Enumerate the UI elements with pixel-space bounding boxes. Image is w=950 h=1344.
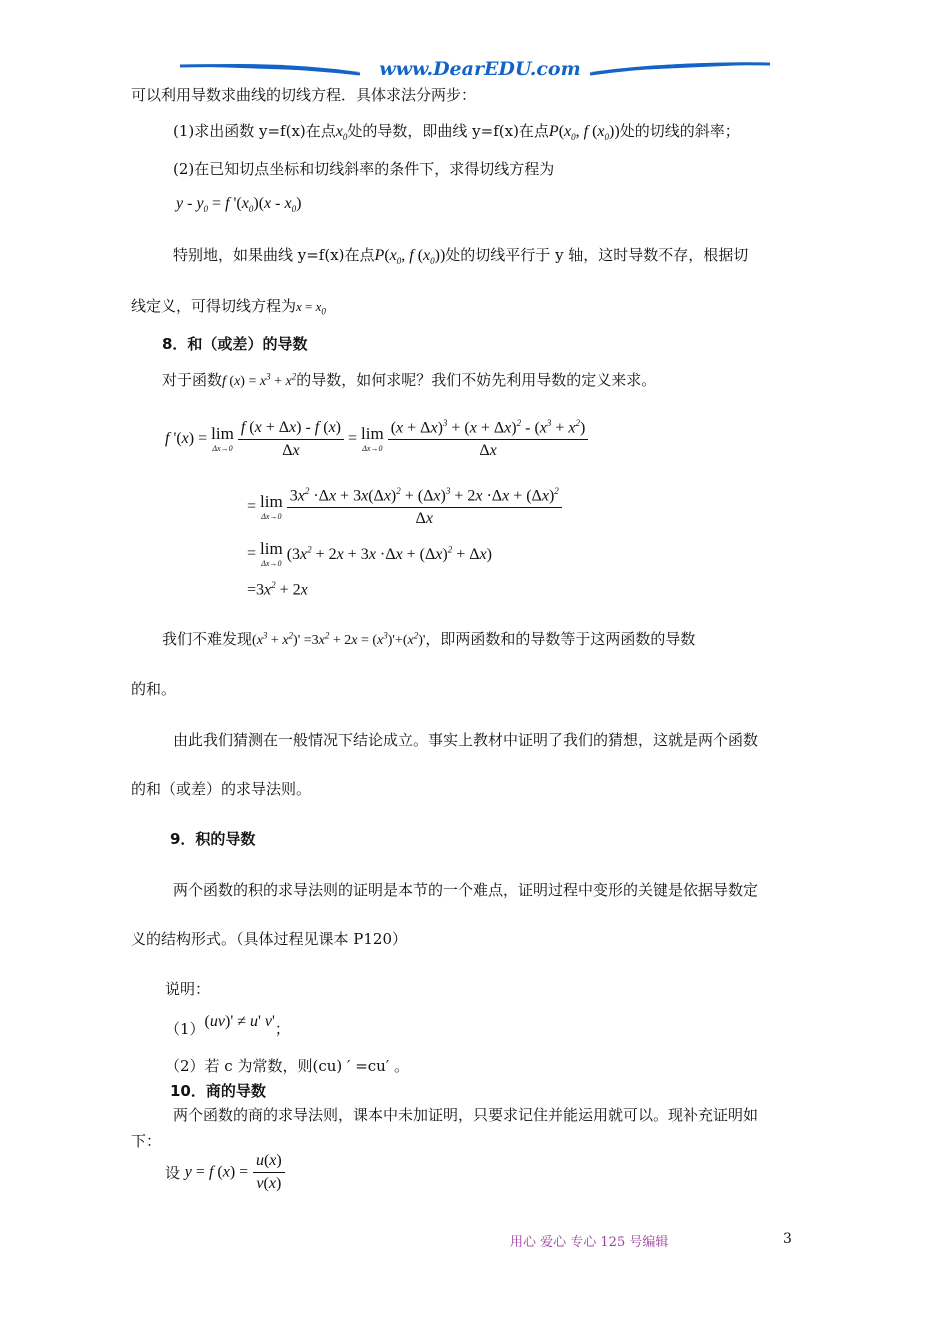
site-logo-text[interactable]: www.DearEDU.com — [379, 58, 581, 80]
note-label: 说明： — [165, 980, 211, 998]
math-sum-rule-identity: $(x^3 + x^2)' =3x^2 + 2x = (x^3)'+(x^2)'$ — [252, 630, 426, 648]
step-2: (2)在已知切点坐标和切线斜率的条件下，求得切线方程为 — [173, 160, 555, 178]
step-1-text-a: (1)求出函数 y=f(x)在点 — [173, 122, 336, 140]
formula-tangent-line: $y - y_0 = f$ '$(x_0)(x - x_0)$ — [176, 195, 302, 215]
section-heading-product-derivative: 9．积的导数 — [170, 830, 256, 848]
math-fx-cubic: f $(x) = x^3 + x^2$ — [222, 371, 297, 389]
special-case-text-b: 处的切线平行于 y 轴，这时导数不存，根据切 — [445, 246, 749, 264]
section-heading-sum-derivative: 8．和（或差）的导数 — [162, 335, 308, 353]
math-point-p: $P(x_0$, f $(x_0)$) — [548, 123, 620, 143]
paragraph-sum-observation-cont: 的和。 — [131, 680, 177, 698]
limit-operator: lim Δx→0 — [260, 539, 283, 568]
step-1-text-b: 处的导数，即曲线 y=f(x)在点 — [347, 122, 549, 140]
fraction-definition: $\frac{f (x + \Delta x) - f (x)}{\Delta x}$ — [238, 419, 344, 460]
tangent-definition-text: 线定义，可得切线方程为 — [131, 297, 297, 315]
paragraph-conjecture-cont: 的和（或差）的求导法则。 — [131, 780, 312, 798]
note-item-1-prefix: （1） — [165, 1020, 205, 1038]
limit-operator: lim Δx→0 — [361, 424, 384, 454]
paragraph-tangent-intro: 可以利用导数求曲线的切线方程．具体求法分两步： — [131, 86, 477, 104]
sum-observation-text-b: ，即两函数和的导数等于这两函数的导数 — [425, 630, 696, 648]
math-point-p-2: $P(x_0$, f $(x_0)$) — [374, 247, 446, 267]
paragraph-special-case — [173, 244, 748, 266]
fraction-expanded: $\frac{(x + \Delta x)^3 + (x + \Delta x)^2 - (x^3 + x^2)}{\Delta x}$ — [388, 418, 589, 460]
paragraph-tangent-definition — [131, 295, 326, 317]
special-case-text-a: 特别地，如果曲线 y=f(x)在点 — [173, 246, 375, 264]
derivation-line-3: = lim Δx→0 $(3x^2 + 2x + 3x \cdot\Delta x + (\Delta x)^2 + \Delta x)$ — [247, 539, 492, 568]
paragraph-product-rule: 两个函数的积的求导法则的证明是本节的一个难点，证明过程中变形的关键是依据导数定 — [173, 881, 759, 899]
paragraph-sum-example — [162, 369, 656, 390]
derivation-line-4: $=3x^2 + 2x$ — [247, 580, 308, 599]
step-1 — [173, 120, 740, 142]
step-1-text-c: 处的切线的斜率； — [619, 122, 740, 140]
section-heading-quotient-derivative: 10．商的导数 — [170, 1082, 266, 1100]
math-product-inequality: (uv)' ≠ u' v' — [204, 1013, 275, 1030]
math-x0: $x_0$ — [335, 123, 348, 143]
paragraph-product-rule-cont: 义的结构形式。（具体过程见课本 P120） — [131, 930, 407, 948]
footer-slogan: 用心 爱心 专心 125 号编辑 — [510, 1235, 669, 1250]
note-item-2: （2）若 c 为常数，则(cu) ′ =cu′ 。 — [165, 1057, 409, 1075]
note-item-1-suffix: ； — [274, 1020, 290, 1038]
paragraph-quotient-rule: 两个函数的商的求导法则，课本中未加证明，只要求记住并能运用就可以。现补充证明如 — [173, 1106, 759, 1124]
paragraph-conjecture: 由此我们猜测在一般情况下结论成立。事实上教材中证明了我们的猜想，这就是两个函数 — [173, 731, 759, 749]
fraction-simplified: $\frac{3x^2 \cdot\Delta x + 3x(\Delta x)^2 + (\Delta x)^3 + 2x \cdot\Delta x + (\Delta x)^2}{\Delta x}$ — [287, 486, 562, 528]
sum-example-text-a: 对于函数 — [162, 371, 223, 389]
quotient-setup — [165, 1152, 285, 1193]
limit-operator: lim Δx→0 — [211, 424, 234, 454]
note-item-1 — [165, 1013, 290, 1039]
derivation-line-2: = lim Δx→0 $\frac{3x^2 \cdot\Delta x + 3x(\Delta x)^2 + (\Delta x)^3 + 2x \cdot\Delta x + (\Delta x)^2}{\Delta x}$ — [247, 486, 562, 528]
derivation-line-1: f '(x) = lim Δx→0 $\frac{f (x + \Delta x) - f (x)}{\Delta x}$ = lim Δx→0 $\frac{(x + \Delta x)^3 + (x + \Delta x)^2 - (x^3 + x^2)}{\Delta x}$ — [165, 418, 588, 460]
paragraph-quotient-rule-cont: 下： — [131, 1132, 162, 1150]
paragraph-sum-observation — [162, 628, 695, 649]
limit-operator: lim Δx→0 — [260, 492, 283, 522]
sum-observation-text-a: 我们不难发现 — [162, 630, 253, 648]
quotient-setup-prefix: 设 — [165, 1164, 181, 1182]
sum-example-text-b: 的导数，如何求呢？我们不妨先利用导数的定义来求。 — [296, 371, 657, 389]
page-number: 3 — [783, 1231, 792, 1247]
math-x-equals-x0: $x = x_0$ — [296, 299, 326, 317]
fraction-u-over-v: $\frac{u(x)}{v(x)}$ — [253, 1152, 285, 1193]
math-y-equals: y = f (x) = — [184, 1163, 249, 1181]
